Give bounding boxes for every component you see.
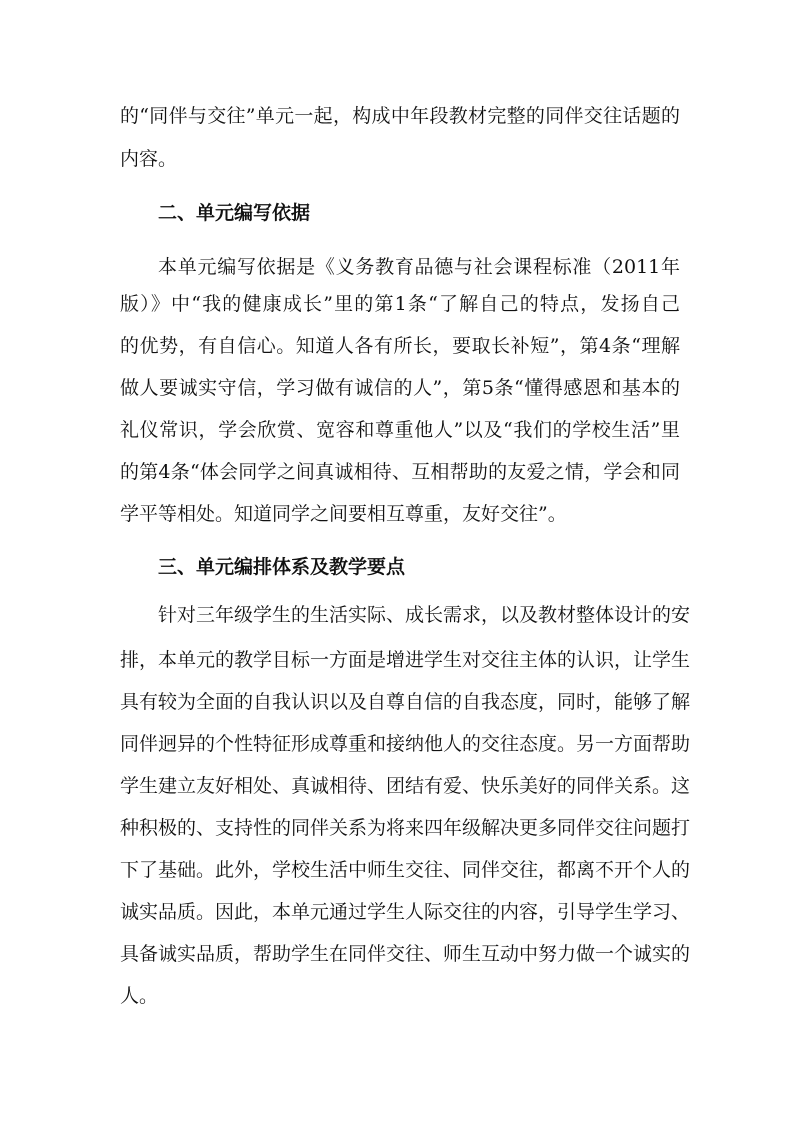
paragraph-line: 具备诚实品质，帮助学生在同伴交往、师生互动中努力做一个诚实的: [120, 943, 691, 965]
paragraph-line: 学平等相处。知道同学之间要相互尊重，友好交往”。: [120, 503, 567, 525]
paragraph-line: 的第4条“体会同学之间真诚相待、互相帮助的友爱之情，学会和同: [120, 461, 680, 483]
paragraph-line: 的优势，有自信心。知道人各有所长，要取长补短”，第4条“理解: [120, 335, 680, 357]
paragraph-line: 人。: [120, 985, 159, 1007]
paragraph-line: 排，本单元的教学目标一方面是增进学生对交往主体的认识，让学生: [120, 649, 691, 671]
section-heading-system: 三、单元编排体系及教学要点: [158, 556, 406, 578]
paragraph-line: 针对三年级学生的生活实际、成长需求，以及教材整体设计的安: [158, 604, 691, 626]
section-heading-basis: 二、单元编写依据: [158, 202, 311, 224]
paragraph-line: 同伴迥异的个性特征形成尊重和接纳他人的交往态度。另一方面帮助: [120, 733, 691, 755]
paragraph-line: 做人要诚实守信，学习做有诚信的人”，第5条“懂得感恩和基本的: [120, 377, 680, 399]
paragraph-line: 具有较为全面的自我认识以及自尊自信的自我态度，同时，能够了解: [120, 691, 691, 713]
paragraph-line: 诚实品质。因此，本单元通过学生人际交往的内容，引导学生学习、: [120, 901, 691, 923]
paragraph-line: 本单元编写依据是《义务教育品德与社会课程标准（2011年: [158, 256, 680, 278]
paragraph-line: 种积极的、支持性的同伴关系为将来四年级解决更多同伴交往问题打: [120, 817, 691, 839]
paragraph-line: 内容。: [120, 148, 178, 170]
paragraph-line: 下了基础。此外，学校生活中师生交往、同伴交往，都离不开个人的: [120, 859, 691, 881]
paragraph-line: 学生建立友好相处、真诚相待、团结有爱、快乐美好的同伴关系。这: [120, 775, 691, 797]
paragraph-line: 的“同伴与交往”单元一起，构成中年段教材完整的同伴交往话题的: [120, 105, 680, 127]
paragraph-line: 版）》中“我的健康成长”里的第1条“了解自己的特点，发扬自己: [120, 293, 680, 315]
paragraph-line: 礼仪常识，学会欣赏、宽容和尊重他人”以及“我们的学校生活”里: [120, 419, 680, 441]
